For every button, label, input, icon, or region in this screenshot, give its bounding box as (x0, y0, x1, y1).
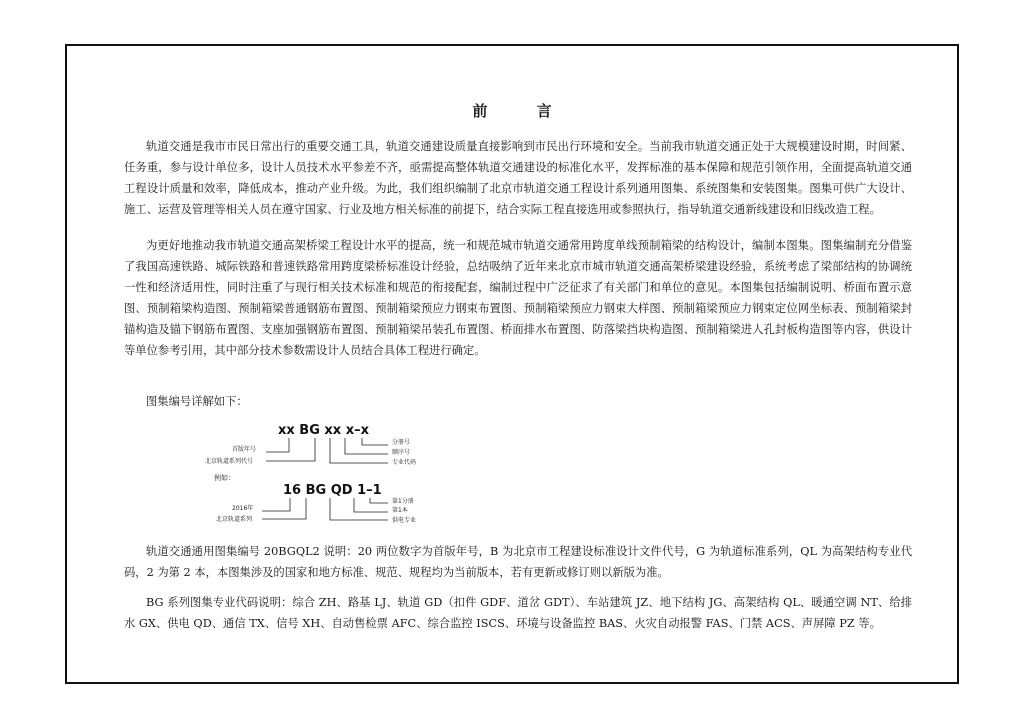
example-code: 16 BG QD 1–1 (283, 483, 382, 498)
paragraph-code-explanation: 轨道交通通用图集编号 20BGQL2 说明：20 两位数字为首版年号，B 为北京市工程建设标准设计文件代号，G 为轨道标准系列，QL 为高架结构专业代码，2 为第 2 本，本图集涉及的国家和地方标准、规范、规程均为当前版本，若有更新或修订则以新版为准。 (124, 545, 912, 579)
paragraph-scope: 为更好地推动我市轨道交通高架桥梁工程设计水平的提高，统一和规范城市轨道交通常用跨度单线预制箱梁的结构设计，编制本图集。图集编制充分借鉴了我国高速铁路、城际铁路和普速铁路常用跨度梁桥标准设计经验，总结吸纳了近年来北京市城市轨道交通高架桥梁建设经验，系统考虑了梁部结构的协调统一性和经济适用性，同时注重了与现行相关技术标准和规范的衔接配套，编制过程中广泛征求了有关部门和单位的意见。本图集包括编制说明、桥面布置示意图、预制箱梁构造图、预制箱梁普通钢筋布置图、预制箱梁预应力钢束布置图、预制箱梁预应力钢束大样图、预制箱梁预应力钢束定位网坐标表、预制箱梁封锚构造及锚下钢筋布置图、支座加强钢筋布置图、预制箱梁吊装孔布置图、桥面排水布置图、防落梁挡块构造图、预制箱梁进人孔封板构造图等内容，供设计等单位参考引用，其中部分技术参数需设计人员结合具体工程进行确定。 (124, 239, 912, 357)
example-specialty: 供电专业 (392, 517, 417, 524)
code-pattern: xx BG xx x–x (278, 423, 369, 438)
paragraph-code-heading: 图集编号详解如下： (146, 395, 248, 408)
label-sequence-number: 顺序号 (392, 449, 411, 456)
example-year: 2016年 (232, 505, 254, 512)
page-title: 前 言 (472, 102, 574, 120)
example-series: 北京轨道系列 (216, 516, 253, 523)
paragraph-specialty-codes: BG 系列图集专业代码说明：综合 ZH、路基 LJ、轨道 GD（扣件 GDF、道岔 GDT）、车站建筑 JZ、地下结构 JG、高架结构 QL、暖通空调 NT、给排水 GX、供电 QD、通信 TX、信号 XH、自动售检票 AFC、综合监控 ISCS、环境与设备监控 BAS、火灾自动报警 FAS、门禁 ACS、声屏障 PZ 等。 (124, 596, 912, 630)
example-label: 例如： (214, 474, 235, 482)
label-specialty-code: 专业代码 (392, 459, 417, 466)
label-series-code: 北京轨道系列代号 (205, 458, 254, 465)
example-volume: 第1分册 (392, 498, 414, 505)
label-volume-number: 分册号 (392, 439, 411, 446)
label-first-year: 首版年号 (232, 446, 257, 453)
example-sequence: 第1本 (392, 507, 408, 514)
paragraph-intro: 轨道交通是我市市民日常出行的重要交通工具，轨道交通建设质量直接影响到市民出行环境和安全。当前我市轨道交通正处于大规模建设时期，时间紧、任务重，参与设计单位多，设计人员技术水平参差不齐，亟需提高整体轨道交通建设的标准化水平，发挥标准的基本保障和规范引领作用，全面提高轨道交通工程设计质量和效率，降低成本，推动产业升级。为此，我们组织编制了北京市轨道交通工程设计系列通用图集、系统图集和安装图集。图集可供广大设计、施工、运营及管理等相关人员在遵守国家、行业及地方相关标准的前提下，结合实际工程直接选用或参照执行，指导轨道交通新线建设和旧线改造工程。 (124, 140, 912, 216)
